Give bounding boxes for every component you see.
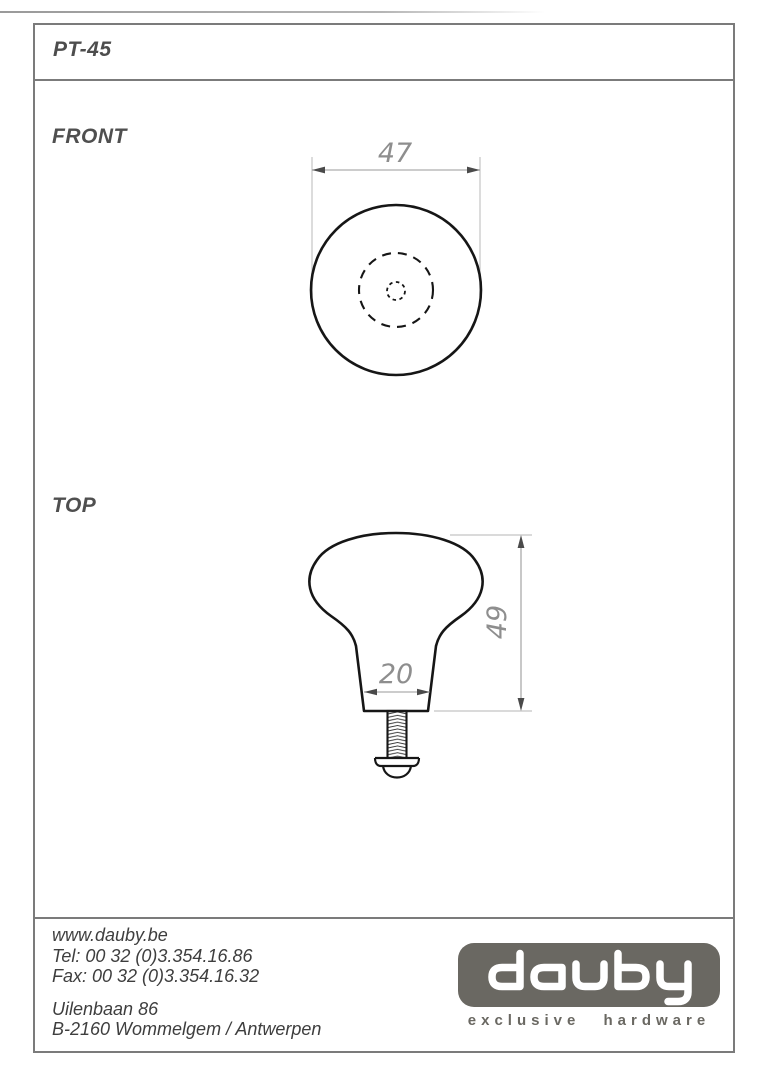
- address-line1: Uilenbaan 86: [52, 998, 159, 1019]
- logo-background: [458, 943, 720, 1007]
- dimension-stem-width: [364, 659, 430, 695]
- hidden-neck-circle: [359, 253, 433, 327]
- arrow-up-icon: [518, 535, 525, 548]
- contact-block: [52, 925, 321, 1040]
- arrow-right-icon: [417, 689, 430, 695]
- scan-artifact-line: [0, 11, 545, 13]
- brand-tagline: exclusive hardware: [467, 1012, 711, 1029]
- dimension-value-height: 49: [482, 604, 513, 640]
- sheet-frame: [33, 23, 735, 1053]
- front-view-label: FRONT: [52, 125, 127, 148]
- top-view-drawing: [309, 533, 532, 778]
- dauby-logo: [458, 943, 720, 1007]
- screw-head-dome: [383, 766, 411, 778]
- mounting-screw: [375, 711, 419, 778]
- arrow-right-icon: [467, 167, 480, 174]
- address-line2: B-2160 Wommelgem / Antwerpen: [52, 1019, 322, 1039]
- telephone-text: Tel: 00 32 (0)3.354.16.86: [52, 945, 253, 966]
- arrow-down-icon: [518, 698, 525, 711]
- screw-thread: [388, 711, 407, 758]
- dimension-diameter: [312, 138, 480, 295]
- dimension-value-stem-width: 20: [378, 659, 414, 690]
- fax-text: Fax: 00 32 (0)3.354.16.32: [52, 966, 260, 986]
- screw-head-rim: [375, 758, 419, 766]
- footer-divider: [35, 917, 733, 919]
- front-view-drawing: [311, 138, 481, 375]
- technical-drawing: [35, 81, 733, 915]
- arrow-left-icon: [312, 167, 325, 174]
- knob-front-outline: [311, 205, 481, 375]
- dimension-value-diameter: 47: [377, 138, 413, 169]
- product-code: PT-45: [53, 38, 112, 61]
- dimension-height: [434, 535, 532, 711]
- top-view-label: TOP: [52, 494, 97, 517]
- arrow-left-icon: [364, 689, 377, 695]
- hidden-screw-circle: [387, 282, 405, 300]
- website-text: www.dauby.be: [52, 925, 168, 945]
